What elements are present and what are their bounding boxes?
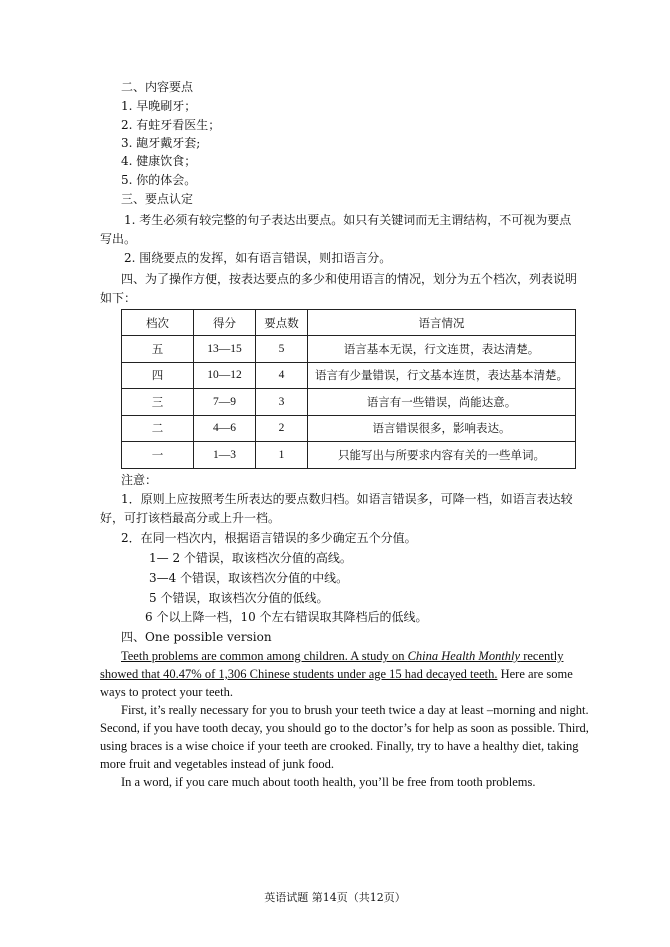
version-heading: 四、One possible version [121, 630, 272, 644]
cell-level: 二 [122, 415, 194, 442]
version-p1-part-c: showed that 40.47% of 1,306 Chinese students under age 15 had decayed teeth. [100, 667, 498, 681]
note1-line1: 1．原则上应按照考生所表达的要点数归档。如语言错误多，可降一档，如语言表达较 [121, 492, 573, 506]
grade-table [121, 309, 576, 469]
section3-rule1-line1: 1. 考生必须有较完整的句子表达出要点。如只有关键词而无主谓结构，不可视为要点 [124, 213, 572, 227]
section4-heading-line1: 四、为了操作方便，按表达要点的多少和使用语言的情况，划分为五个档次，列表说明 [121, 272, 578, 286]
cell-score: 10—12 [194, 362, 256, 389]
note2-sub-4: 6 个以上降一档，10 个左右错误取其降档后的低线。 [145, 610, 428, 624]
cell-score: 13—15 [194, 336, 256, 363]
header-language: 语言情况 [308, 310, 576, 336]
cell-level: 一 [122, 442, 194, 469]
version-p1-line3: ways to protect your teeth. [100, 685, 233, 699]
table-row [122, 336, 576, 363]
cell-language: 语言错误很多，影响表达。 [308, 415, 576, 442]
section3-heading: 三、要点认定 [121, 192, 194, 206]
footer-subject: 英语试题 [264, 891, 309, 904]
cell-points: 1 [256, 442, 308, 469]
cell-level: 四 [122, 362, 194, 389]
footer-page-prefix: 第 [311, 891, 323, 904]
journal-name: China Health Monthly [407, 649, 521, 663]
table-row [122, 362, 576, 389]
cell-language: 语言有少量错误，行文基本连贯，表达基本清楚。 [308, 362, 576, 389]
footer-page-suffix: 页（共 [336, 891, 370, 904]
version-p2-line4: more fruit and vegetables instead of junk food. [100, 757, 334, 771]
version-p2-line1: First, it’s really necessary for you to brush your teeth twice a day at least –morning and night. [121, 703, 589, 717]
section2-item-4: 4. 健康饮食； [121, 154, 197, 168]
cell-points: 3 [256, 389, 308, 416]
version-p2-line3: using braces is a wise choice if your teeth are crooked. Finally, try to have a healthy diet, taking [100, 739, 579, 753]
note2-sub-1: 1— 2 个错误，取该档次分值的高线。 [149, 551, 352, 565]
section3-rule1-line2: 写出。 [100, 232, 137, 246]
version-p1-part-d: Here are some [497, 667, 573, 681]
cell-points: 5 [256, 336, 308, 363]
section2-item-1: 1. 早晚刷牙； [121, 99, 197, 113]
section2-item-3: 3. 龅牙戴牙套; [121, 136, 201, 150]
note2-sub-3: 5 个错误，取该档次分值的低线。 [149, 591, 329, 605]
version-p1-part-b: recently [520, 649, 564, 663]
note2: 2．在同一档次内，根据语言错误的多少确定五个分值。 [121, 531, 417, 545]
cell-score: 7—9 [194, 389, 256, 416]
header-level: 档次 [122, 310, 194, 336]
version-p1-part-a: Teeth problems are common among children. A study on [121, 649, 408, 663]
version-p1-line1 [121, 648, 563, 664]
cell-level: 五 [122, 336, 194, 363]
section2-item-5: 5. 你的体会。 [121, 173, 197, 187]
note1-line2: 好，可打该档最高分或上升一档。 [100, 511, 281, 525]
cell-points: 2 [256, 415, 308, 442]
table-row [122, 415, 576, 442]
section2-item-2: 2. 有蛀牙看医生； [121, 118, 221, 132]
cell-language: 只能写出与所要求内容有关的一些单词。 [308, 442, 576, 469]
cell-language: 语言基本无误，行文连贯，表达清楚。 [308, 336, 576, 363]
version-p2-line2: Second, if you have tooth decay, you should go to the doctor’s for help as soon as possible. Third, [100, 721, 589, 735]
section3-rule2: 2. 围绕要点的发挥，如有语言错误，则扣语言分。 [124, 251, 392, 265]
grade-table-header-row [122, 310, 576, 336]
section4-heading-line2: 如下： [100, 291, 137, 305]
cell-level: 三 [122, 389, 194, 416]
footer-page-number: 14 [322, 891, 337, 904]
note2-sub-2: 3—4 个错误，取该档次分值的中线。 [149, 571, 349, 585]
notes-title: 注意： [121, 473, 158, 487]
header-score: 得分 [194, 310, 256, 336]
version-p1-line2 [100, 666, 573, 682]
cell-score: 4—6 [194, 415, 256, 442]
footer-total-pages: 12 [369, 891, 384, 904]
footer-total-suffix: 页） [383, 891, 406, 904]
table-row [122, 389, 576, 416]
cell-score: 1—3 [194, 442, 256, 469]
version-p3: In a word, if you care much about tooth health, you’ll be free from tooth problems. [121, 775, 536, 789]
cell-points: 4 [256, 362, 308, 389]
header-points: 要点数 [256, 310, 308, 336]
cell-language: 语言有一些错误，尚能达意。 [308, 389, 576, 416]
page-footer [0, 889, 670, 905]
table-row [122, 442, 576, 469]
section2-heading: 二、内容要点 [121, 80, 194, 94]
